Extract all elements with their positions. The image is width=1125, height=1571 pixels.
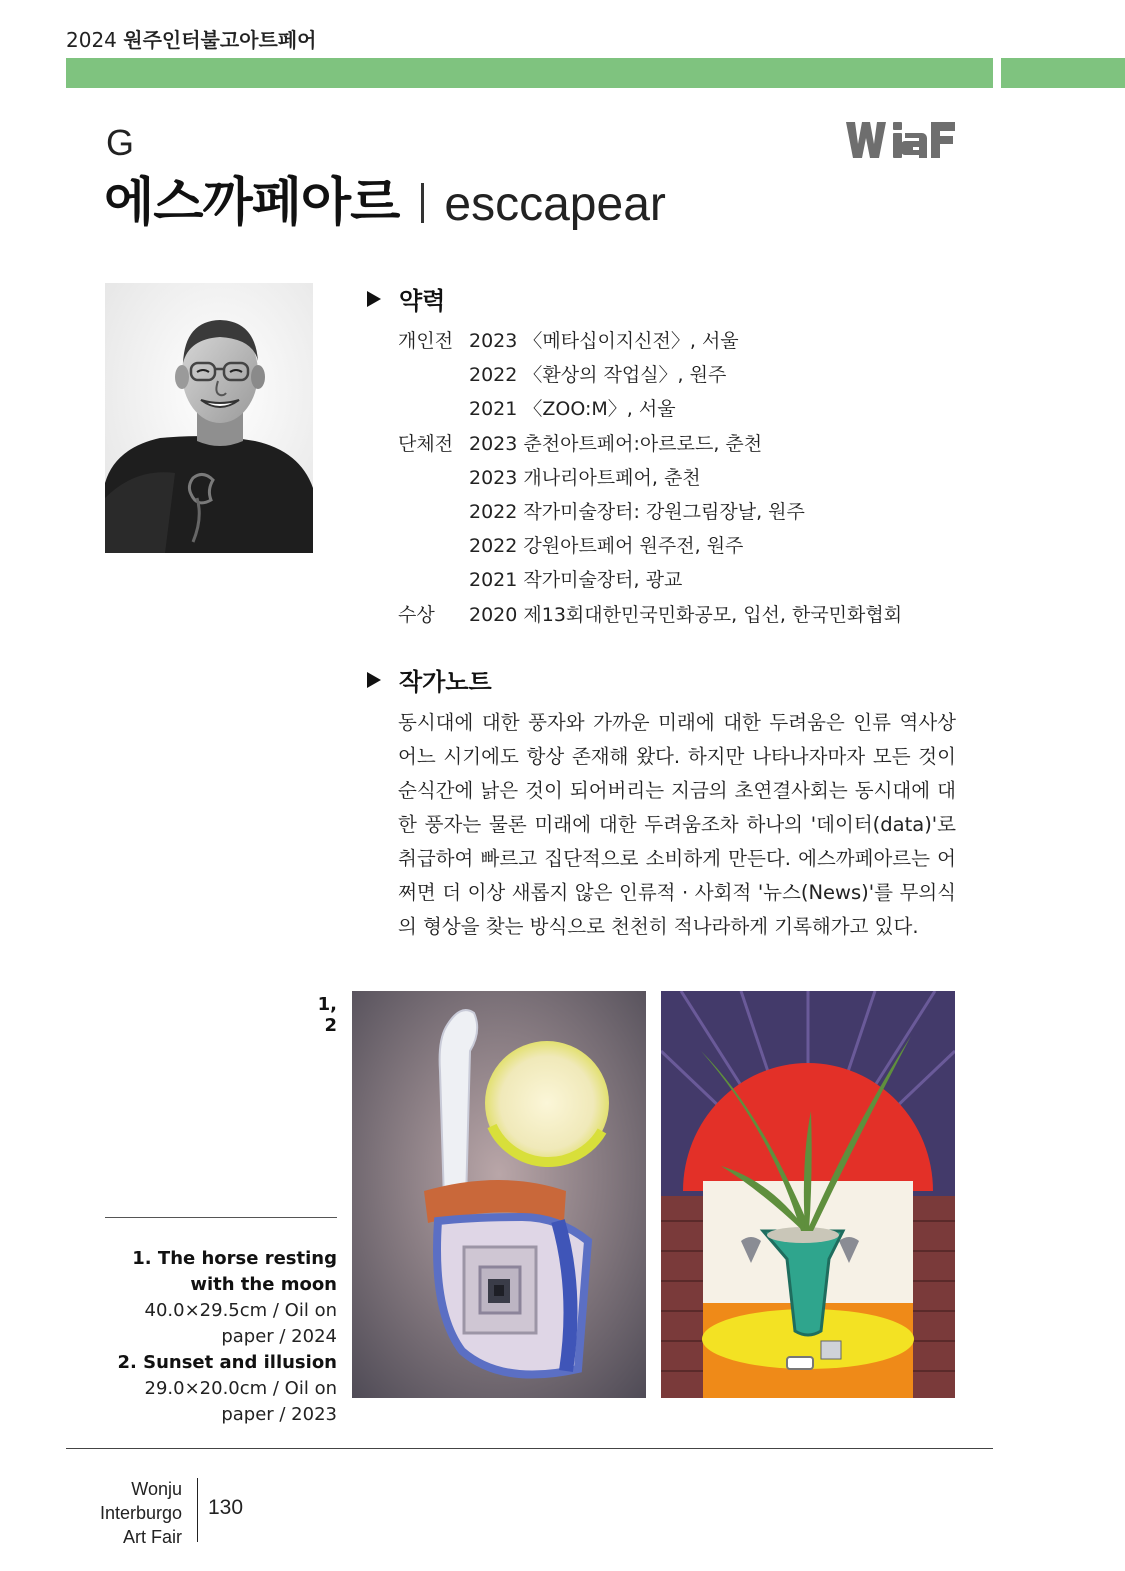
career-item: 2021 〈ZOO:M〉, 서울 bbox=[469, 398, 676, 421]
footer-vertical-divider bbox=[197, 1478, 198, 1542]
artwork-1-horse-resting-with-the-moon bbox=[352, 991, 646, 1398]
note-heading-text: 작가노트 bbox=[399, 668, 492, 696]
career-category: 수상 bbox=[398, 603, 435, 626]
caption-divider bbox=[105, 1217, 337, 1218]
career-item: 2022 〈환상의 작업실〉, 원주 bbox=[469, 364, 727, 387]
artwork-2-title: 2. Sunset and illusion bbox=[117, 1352, 337, 1373]
artist-title bbox=[104, 170, 666, 248]
career-item: 2023 춘천아트페어:아르로드, 춘천 bbox=[469, 432, 763, 455]
footer-org-name bbox=[60, 1477, 182, 1549]
career-item: 2023 개나리아트페어, 춘천 bbox=[469, 466, 701, 489]
figure-label: 1, 2 bbox=[317, 994, 337, 1036]
title-separator bbox=[421, 183, 424, 223]
artist-note-text: 동시대에 대한 풍자와 가까운 미래에 대한 두려움은 인류 역사상 어느 시기에도 항상 존재해 왔다. 하지만 나타나자마자 모든 것이 순식간에 낡은 것이 되어버리는 지금의 초연결사회는 동시대에 대한 풍자는 물론 미래에 대한 두려움조차 하나의 '데이터(data)'로 취급하여 빠르고 집단적으로 소비하게 만든다. 에스까페아르는 어쩌면 더 이상 새롭지 않은 인류적 · 사회적 '뉴스(News)'를 무의식의 형상을 찾는 방식으로 천천히 적나라하게 기록해가고 있다. bbox=[398, 711, 956, 938]
footer-org-line: Art Fair bbox=[122, 1527, 182, 1547]
career-category: 단체전 bbox=[398, 432, 454, 455]
artist-portrait-photo bbox=[105, 283, 313, 553]
artist-name-ko: 에스까페아르 bbox=[104, 173, 400, 233]
header-title bbox=[66, 24, 316, 53]
triangle-bullet-icon bbox=[367, 291, 381, 307]
artwork-caption bbox=[105, 1246, 337, 1428]
artist-name-en: esccapear bbox=[444, 178, 666, 231]
career-item: 2022 작가미술장터: 강원그림장날, 원주 bbox=[469, 500, 805, 523]
note-heading bbox=[367, 662, 492, 697]
header-year: 2024 bbox=[66, 28, 117, 52]
career-heading-text: 약력 bbox=[399, 287, 446, 315]
header-event-name: 원주인터불고아트페어 bbox=[123, 28, 317, 52]
triangle-bullet-icon bbox=[367, 672, 381, 688]
career-item: 2021 작가미술장터, 광교 bbox=[469, 569, 683, 592]
career-heading bbox=[367, 281, 445, 316]
section-letter: G bbox=[106, 122, 135, 163]
header-green-bar bbox=[66, 58, 993, 88]
career-item: 2020 제13회대한민국민화공모, 입선, 한국민화협회 bbox=[469, 603, 903, 626]
footer-org-line: Interburgo bbox=[99, 1503, 182, 1523]
footer-org-line: Wonju bbox=[131, 1479, 182, 1499]
career-item: 2022 강원아트페어 원주전, 원주 bbox=[469, 535, 744, 558]
career-category: 개인전 bbox=[398, 330, 454, 352]
header-green-tab bbox=[1001, 58, 1125, 88]
artwork-1-title: 1. The horse resting with the moon bbox=[132, 1248, 337, 1295]
footer-divider bbox=[66, 1448, 993, 1449]
career-item: 2023 〈메타십이지신전〉, 서울 bbox=[469, 330, 739, 352]
artwork-2-details: 29.0×20.0cm / Oil on paper / 2023 bbox=[144, 1378, 337, 1425]
artwork-2-sunset-and-illusion bbox=[661, 991, 955, 1398]
artwork-1-details: 40.0×29.5cm / Oil on paper / 2024 bbox=[144, 1300, 337, 1347]
page-number: 130 bbox=[208, 1496, 244, 1519]
wiaf-logo bbox=[844, 118, 956, 162]
